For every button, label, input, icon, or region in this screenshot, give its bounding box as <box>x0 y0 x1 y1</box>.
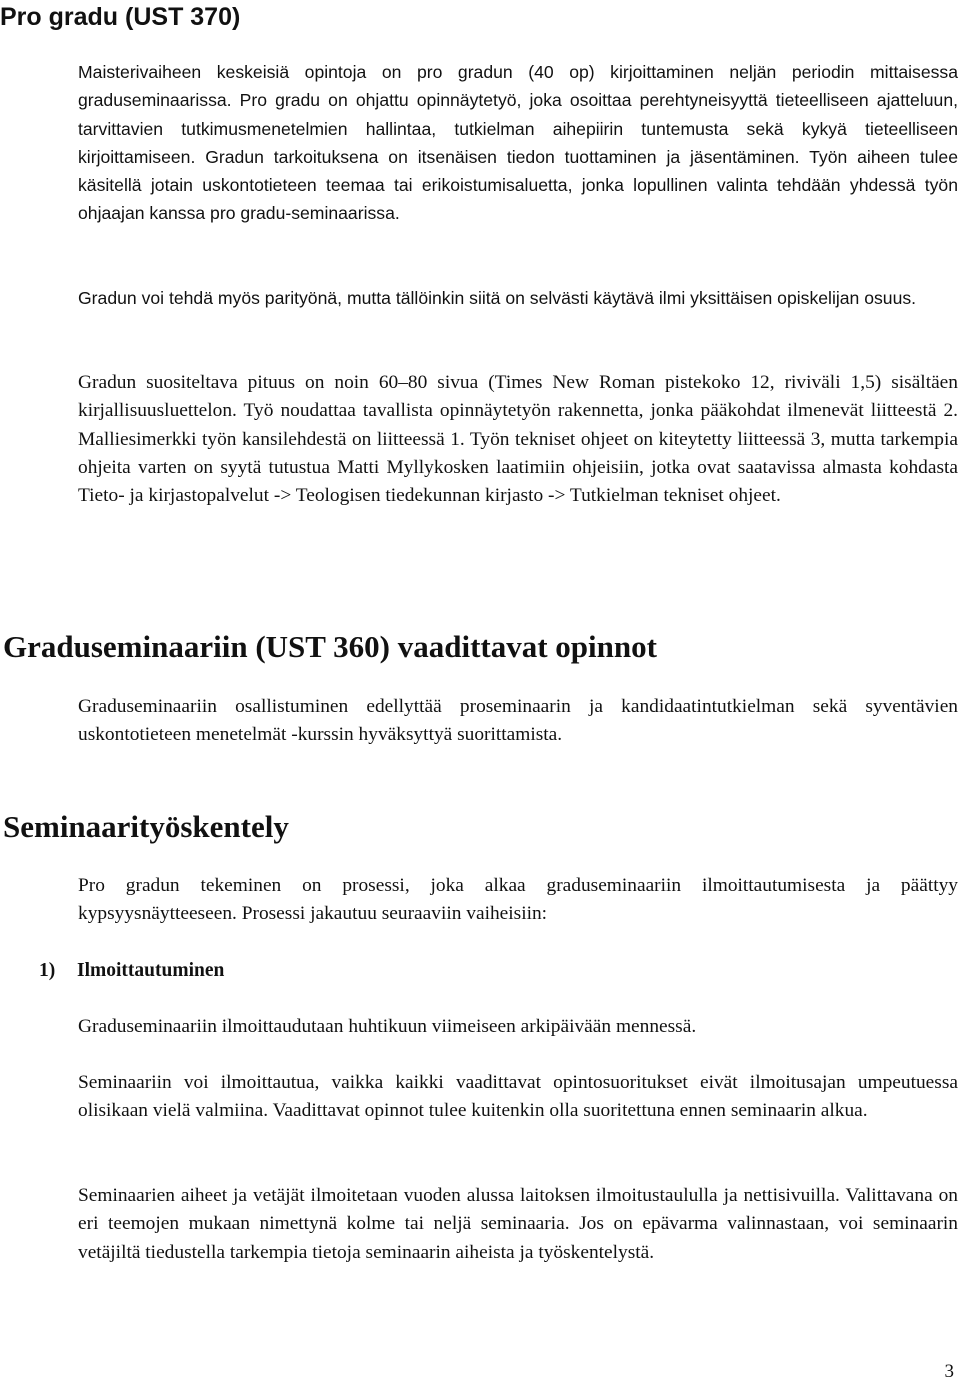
step-1-number: 1) <box>39 960 56 981</box>
gradu-paragraph-1: Maisterivaiheen keskeisiä opintoja on pro gradun (40 op) kirjoittaminen neljän periodin mittaisessa graduseminaarissa. Pro gradu on ohjattu opinnäytetyö, joka osoittaa perehtyneisyyttä tieteelliseen ajatteluun, tarvittavien tutkimusmenetelmien hallintaa, tutkielman aihepiirin tuntemusta sekä kykyä tieteelliseen kirjoittamiseen. Gradun tarkoituksena on itsenäisen tiedon tuottaminen ja jäsentäminen. Työn aiheen tulee käsitellä jotain uskontotieteen teemaa tai erikoistumisaluetta, jonka lopullinen valinta tehdään yhdessä työn ohjaajan kanssa pro gradu-seminaarissa. <box>78 62 958 224</box>
seminaarityoskentely-intro: Pro gradun tekeminen on prosessi, joka alkaa graduseminaariin ilmoittautumisesta ja päättyy kypsyysnäytteeseen. Prosessi jakautuu seuraaviin vaiheisiin: <box>78 875 958 925</box>
gradu-paragraph-3: Gradun suositeltava pituus on noin 60–80 sivua (Times New Roman pistekoko 12, riviväli 1,5) sisältäen kirjallisuusluettelon. Työ noudattaa tavallista opinnäytetyön rakennetta, jonka pääkohdat ilmenevät liitteestä 2. Malliesimerkki työn kansilehdestä on liitteessä 1. Työn tekniset ohjeet on kiteytetty liitteessä 3, mutta tarkempia ohjeita varten on syytä tutustua Matti Myllykosken laatimiin ohjeisiin, jotka ovat saatavissa almasta kohdasta Tieto- ja kirjastopalvelut -> Teologisen tiedekunnan kirjasto -> Tutkielman tekniset ohjeet. <box>78 372 958 507</box>
page-number: 3 <box>944 1361 954 1382</box>
section-title-pro-gradu: Pro gradu (UST 370) <box>0 3 241 31</box>
step-1-heading <box>39 957 224 985</box>
step-1-paragraph-1: Graduseminaariin ilmoittaudutaan huhtikuun viimeiseen arkipäivään mennessä. <box>78 1016 697 1037</box>
step-1-paragraph-3: Seminaarien aiheet ja vetäjät ilmoitetaan vuoden alussa laitoksen ilmoitustaululla ja nettisivuilla. Valittavana on eri teemojen mukaan nimettynä kolme tai neljä seminaaria. Jos on epävarma valinnastaan, voi seminaarin vetäjiltä tiedustella tarkempia tietoja seminaarin aiheista ja työskentelystä. <box>78 1185 958 1263</box>
vaadittavat-paragraph: Graduseminaariin osallistuminen edellyttää proseminaarin ja kandidaatintutkielman sekä syventävien uskontotieteen menetelmät -kurssin hyväksyttyä suorittamista. <box>78 696 958 746</box>
gradu-paragraph-2: Gradun voi tehdä myös parityönä, mutta tällöinkin siitä on selvästi käytävä ilmi yksittäisen opiskelijan osuus. <box>78 288 917 308</box>
step-1-title: Ilmoittautuminen <box>77 960 225 981</box>
step-1-paragraph-2: Seminaariin voi ilmoittautua, vaikka kaikki vaadittavat opintosuoritukset eivät ilmoitusajan umpeutuessa olisikaan vielä valmiina. Vaadittavat opinnot tulee kuitenkin olla suoritettuna ennen seminaarin alkua. <box>78 1072 958 1122</box>
section-title-seminaarityoskentely: Seminaarityöskentely <box>3 809 289 844</box>
section-title-vaadittavat-opinnot: Graduseminaariin (UST 360) vaadittavat opinnot <box>3 629 657 664</box>
